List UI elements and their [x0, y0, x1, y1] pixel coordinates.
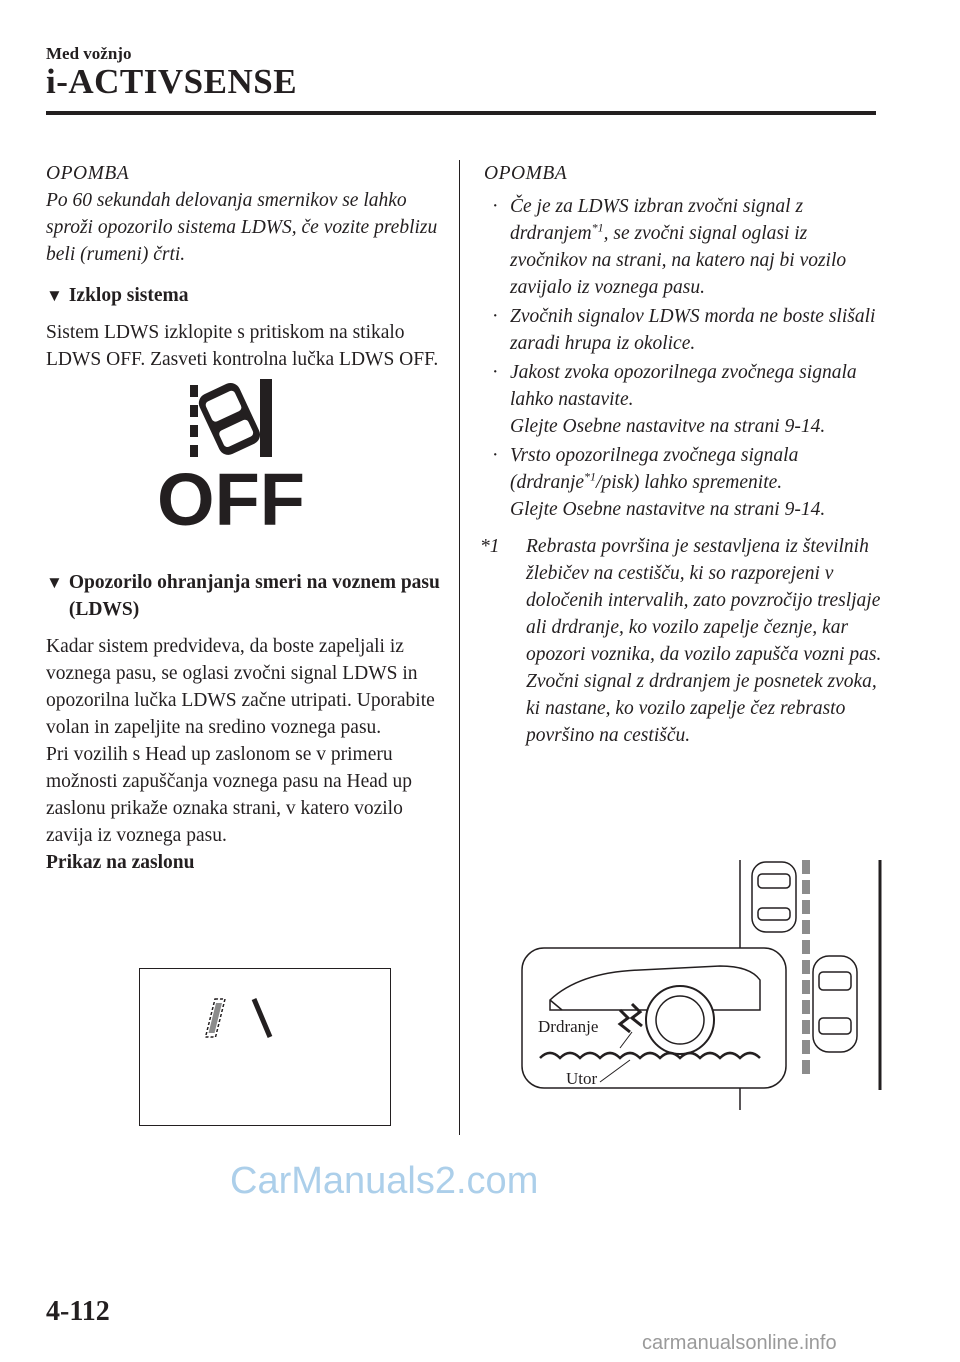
heading-ldws: ▼ Opozorilo ohranjanja smeri na voznem pasu (LDWS) [46, 569, 441, 623]
label-rumble: Drdranje [538, 1017, 599, 1036]
paragraph-system-off: Sistem LDWS izklopite s pritiskom na stikalo LDWS OFF. Zasveti kontrolna lučka LDWS OFF. [46, 322, 439, 370]
footnote: *1 Rebrasta površina je sestavljena iz številnih žlebičev na cestišču, ki so razporejeni v določenih intervalih, zato povzročijo tresljaje ali drdranje, ko vozilo zapelje čeznje, kar opozori voznika, da vozilo zapušča vozni pas. Zvočni signal z drdranjem je posnetek zvoka, ki nastane, ko vozilo zapelje čez rebrasto površino na cestišču. [480, 536, 882, 746]
paragraph-ldws: Kadar sistem predvideva, da boste zapeljali iz voznega pasu, se oglasi zvočni signal LDWS in opozorilna lučka LDWS začne utripati. Uporabite volan in zapeljite na sredino voznega pasu. [46, 636, 435, 738]
bullet-volume: · Jakost zvoka opozorilnega zvočnega signala lahko nastavite. Glejte Osebne nastavitve na strani 9-14. [492, 362, 857, 437]
watermark-carmanuals2: CarManuals2.com [230, 1160, 539, 1202]
note-heading: OPOMBA [484, 163, 568, 184]
bullet-sound-type: · Vrsto opozorilnega zvočnega signala (drdranje$^{*1}$/pisk) lahko spremenite. Glejte Osebne nastavitve na strani 9-14. [492, 445, 826, 520]
bullet-rumble-sound: · Če je za LDWS izbran zvočni signal z drdranjem$^{*1}$, se zvočni signal oglasi iz zvočnikov na strani, na katero naj bi vozilo zavijalo iz voznega pasu. [492, 196, 847, 298]
triangle-down-icon: ▼ [46, 286, 63, 305]
note-text: Po 60 sekundah delovanja smernikov se lahko sproži opozorilo sistema LDWS, če vozite preblizu beli (rumeni) črti. [46, 190, 438, 265]
hud-display-illustration [139, 968, 391, 1126]
section-name: Med vožnjo [46, 44, 132, 63]
chapter-title: i-ACTIVSENSE [46, 62, 298, 101]
heading-system-off: ▼ Izklop sistema [46, 282, 441, 309]
rumble-strip-diagram [520, 860, 890, 1110]
page-number: 4-112 [46, 1296, 110, 1327]
label-groove: Utor [566, 1069, 598, 1088]
left-column [46, 160, 441, 876]
right-column [480, 160, 884, 749]
paragraph-hud: Pri vozilih s Head up zaslonom se v primeru možnosti zapuščanja voznega pasu na Head up zaslonu prikaže oznaka strani, v katero vozilo zavija iz voznega pasu. [46, 744, 413, 846]
header-rule [46, 111, 876, 115]
bullet-ambient-noise: · Zvočnih signalov LDWS morda ne boste slišali zaradi hrupa iz okolice. [492, 306, 876, 354]
off-icon-text: OFF [157, 458, 305, 541]
note-heading: OPOMBA [46, 163, 130, 184]
display-label: Prikaz na zaslonu [46, 852, 195, 873]
watermark-carmanualsonline: carmanualsonline.info [642, 1332, 837, 1354]
ldws-off-icon [46, 373, 441, 563]
column-divider [459, 160, 460, 1135]
triangle-down-icon: ▼ [46, 573, 63, 592]
